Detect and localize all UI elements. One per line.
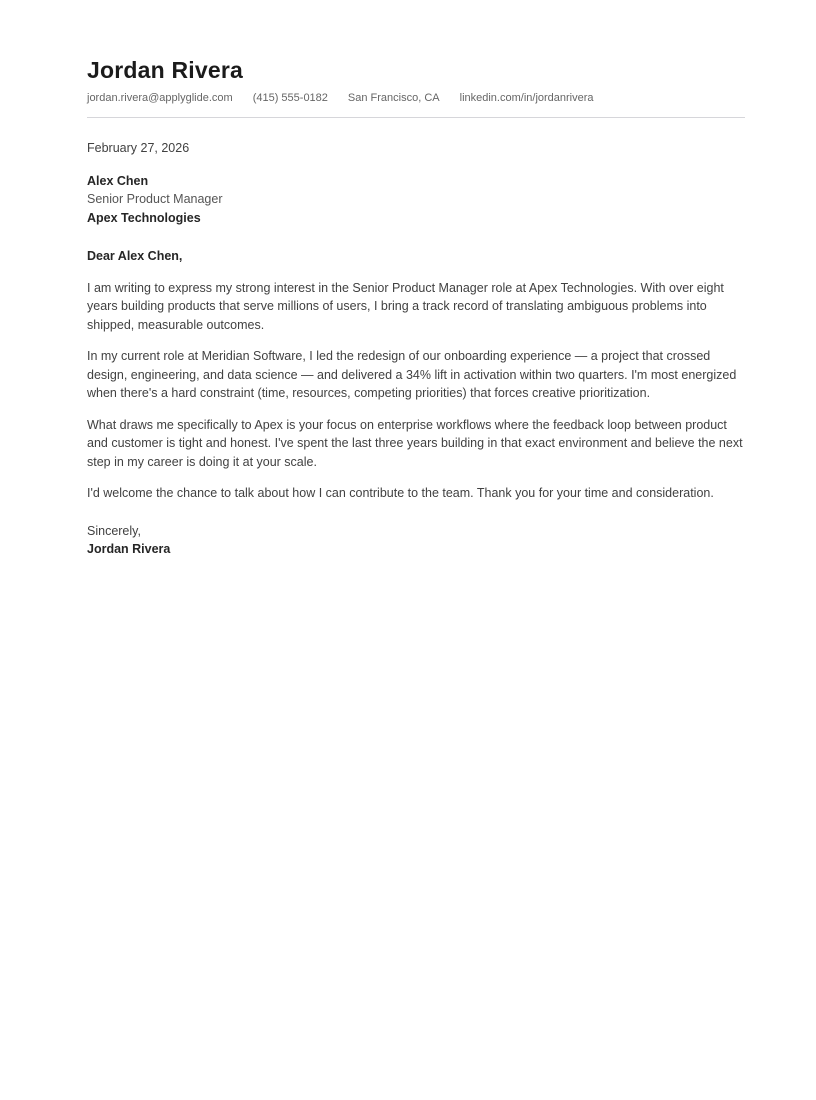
cover-letter (87, 0, 745, 559)
sender-name-heading: Jordan Rivera (87, 57, 243, 83)
recipient-block (87, 172, 745, 228)
closing-line: Sincerely, (87, 523, 141, 538)
letter-date: February 27, 2026 (87, 141, 190, 155)
paragraph-experience: In my current role at Meridian Software, I led the redesign of our onboarding experience — a project that crossed design, engineering, and data science — and delivered a 34% lift in activation within two quarters. I'm most energized when there's a hard constraint (time, resources, competing priorities) that forces creative prioritization. (87, 349, 737, 400)
contact-email: jordan.rivera@applyglide.com (87, 92, 233, 104)
contact-linkedin: linkedin.com/in/jordanrivera (459, 92, 594, 104)
paragraph-intro: I am writing to express my strong interest in the Senior Product Manager role at Apex Technologies. With over eight years building products that serve millions of users, I bring a track record of translating ambiguous problems into shipped, measurable outcomes. (87, 280, 724, 332)
contact-row (87, 91, 745, 105)
recipient-title: Senior Product Manager (87, 192, 223, 206)
paragraph-motivation: What draws me specifically to Apex is your focus on enterprise workflows where the feedback loop between product and customer is tight and honest. I've spent the last three years building in that exact environment and believe the next step in my career is doing it at your scale. (87, 417, 743, 469)
header-divider (87, 117, 745, 118)
signature-name: Jordan Rivera (87, 542, 171, 556)
contact-phone: (415) 555-0182 (252, 92, 328, 104)
recipient-name: Alex Chen (87, 173, 149, 188)
letter-header (87, 57, 745, 118)
letter-body (87, 139, 745, 559)
paragraph-thanks: I'd welcome the chance to talk about how I can contribute to the team. Thank you for your time and consideration. (87, 486, 714, 500)
salutation: Dear Alex Chen, (87, 249, 183, 263)
recipient-company: Apex Technologies (87, 210, 201, 225)
contact-location: San Francisco, CA (347, 92, 440, 104)
